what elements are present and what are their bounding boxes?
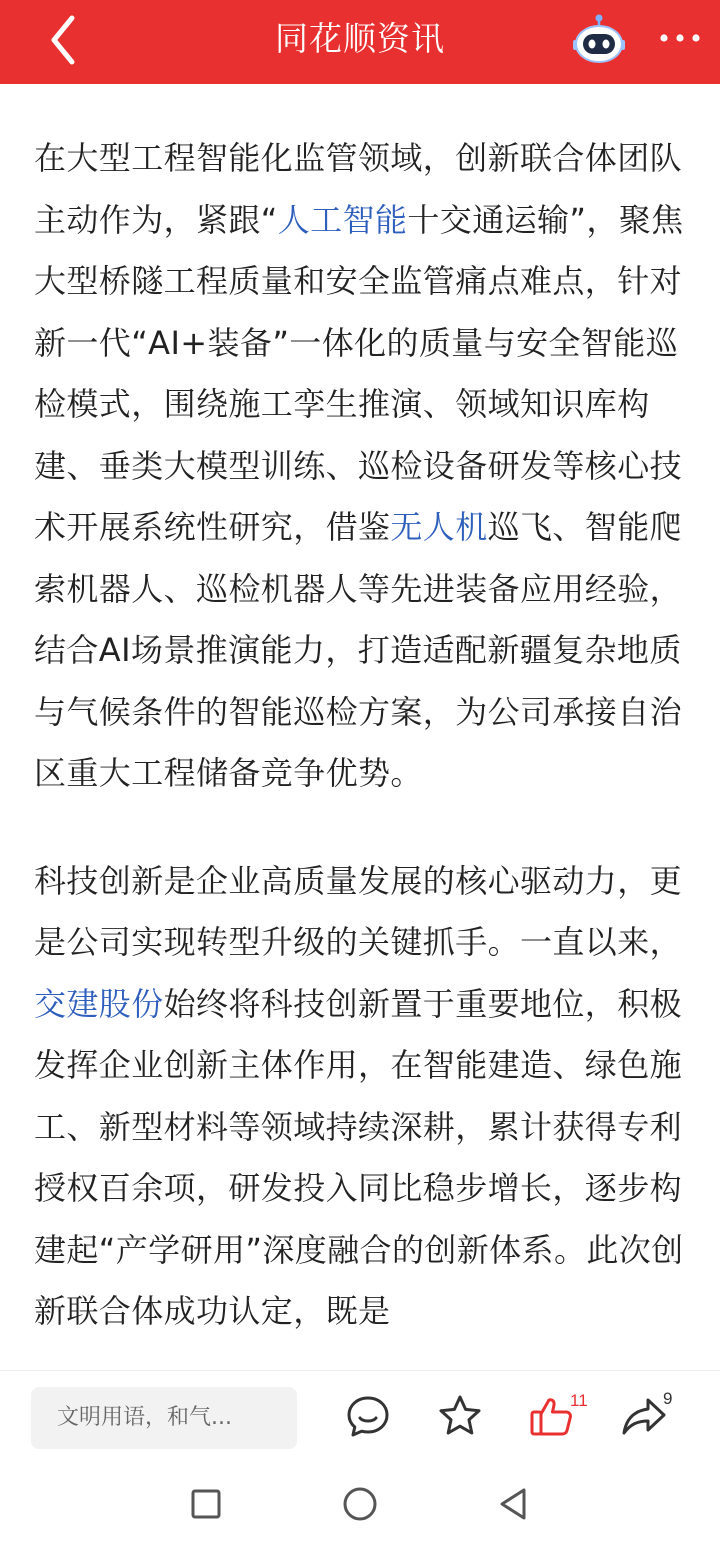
bottom-action-bar [0, 1370, 720, 1465]
assistant-button[interactable] [572, 12, 626, 66]
comment-button[interactable] [343, 1391, 393, 1441]
text-segment: 十交通运输”，聚焦大型桥隧工程质量和安全监管痛点难点，针对新一代“AI+装备”一体化的质量与安全智能巡检模式，围绕施工孪生推演、领域知识库构建、垂类大模型训练、巡检设备研发等核心技术开展系统性研究，借鉴 [34, 200, 684, 546]
text-segment: 始终将科技创新置于重要地位，积极发挥企业创新主体作用，在智能建造、绿色施工、新型材料等领域持续深耕，累计获得专利授权百余项，研发投入同比稳步增长，逐步构建起“产学研用”深度融合的创新体系。此次创新联合体成功认定，既是 [34, 984, 684, 1330]
text-segment: 在大型工程智能化监管领域，创新联合体团队主动作为，紧跟“ [34, 139, 683, 239]
robot-assistant-icon [572, 12, 626, 66]
stock-link-jiaojian[interactable]: 交建股份 [34, 984, 164, 1023]
article-body [34, 128, 694, 1368]
star-icon [435, 1391, 485, 1441]
share-arrow-icon [619, 1391, 669, 1441]
comment-bubble-icon [343, 1391, 393, 1441]
more-dots-icon [654, 18, 706, 58]
circle-home-icon [340, 1484, 380, 1524]
more-button[interactable] [654, 18, 706, 58]
article-paragraph-2 [34, 851, 694, 1343]
favorite-button[interactable] [435, 1391, 485, 1441]
recents-button[interactable] [186, 1484, 226, 1524]
app-header [0, 0, 720, 84]
text-segment: 巡飞、智能爬索机器人、巡检机器人等先进装备应用经验，结合AI场景推演能力，打造适配新疆复杂地质与气候条件的智能巡检方案，为公司承接自治区重大工程储备竞争优势。 [34, 508, 683, 792]
square-recents-icon [186, 1484, 226, 1524]
home-button[interactable] [340, 1484, 380, 1524]
share-count: 9 [663, 1389, 673, 1408]
comment-input[interactable]: 文明用语，和气... [31, 1387, 297, 1449]
system-nav-bar [0, 1464, 720, 1544]
page-title: 同花顺资讯 [275, 19, 445, 58]
stock-link-ai[interactable]: 人工智能 [277, 200, 408, 239]
triangle-back-icon [494, 1484, 534, 1524]
stock-link-drone[interactable]: 无人机 [390, 508, 488, 546]
share-button[interactable] [619, 1391, 669, 1441]
text-segment: 科技创新是企业高质量发展的核心驱动力，更是公司实现转型升级的关键抓手。一直以来， [34, 861, 683, 961]
article-paragraph-1 [34, 128, 694, 805]
like-count: 11 [570, 1391, 588, 1410]
system-back-button[interactable] [494, 1484, 534, 1524]
